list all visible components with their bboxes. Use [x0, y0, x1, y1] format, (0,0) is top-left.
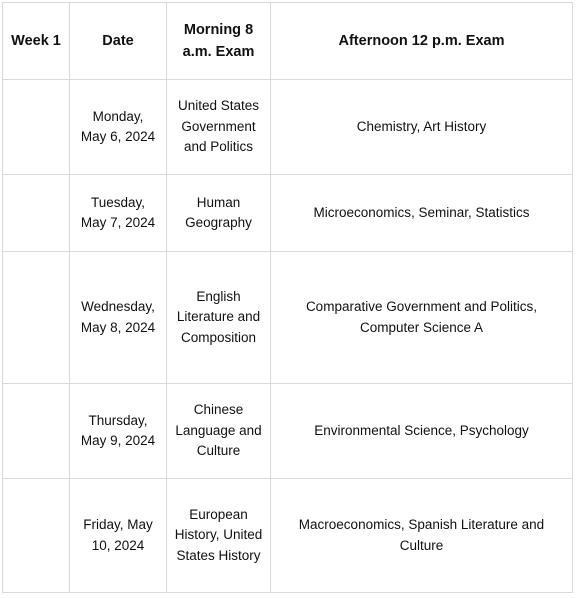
cell-morning-exam: United States Government and Politics [167, 80, 271, 175]
cell-week [3, 252, 70, 384]
cell-date: Wednesday, May 8, 2024 [70, 252, 167, 384]
cell-date: Monday, May 6, 2024 [70, 80, 167, 175]
header-afternoon-exam: Afternoon 12 p.m. Exam [271, 3, 573, 80]
cell-afternoon-exam: Environmental Science, Psychology [271, 384, 573, 479]
header-week: Week 1 [3, 3, 70, 80]
cell-week [3, 479, 70, 593]
cell-week [3, 175, 70, 252]
cell-date: Thursday, May 9, 2024 [70, 384, 167, 479]
cell-afternoon-exam: Comparative Government and Politics, Computer Science A [271, 252, 573, 384]
cell-week [3, 80, 70, 175]
cell-afternoon-exam: Macroeconomics, Spanish Literature and Culture [271, 479, 573, 593]
cell-afternoon-exam: Chemistry, Art History [271, 80, 573, 175]
table-row [3, 175, 573, 252]
cell-morning-exam: Human Geography [167, 175, 271, 252]
cell-week [3, 384, 70, 479]
table-header-row [3, 3, 573, 80]
cell-date: Tuesday, May 7, 2024 [70, 175, 167, 252]
cell-morning-exam: Chinese Language and Culture [167, 384, 271, 479]
cell-date: Friday, May 10, 2024 [70, 479, 167, 593]
table-row [3, 384, 573, 479]
exam-schedule-table [2, 2, 573, 593]
table-row [3, 479, 573, 593]
cell-morning-exam: English Literature and Composition [167, 252, 271, 384]
header-morning-exam: Morning 8 a.m. Exam [167, 3, 271, 80]
table-row [3, 80, 573, 175]
cell-morning-exam: European History, United States History [167, 479, 271, 593]
cell-afternoon-exam: Microeconomics, Seminar, Statistics [271, 175, 573, 252]
header-date: Date [70, 3, 167, 80]
table-row [3, 252, 573, 384]
